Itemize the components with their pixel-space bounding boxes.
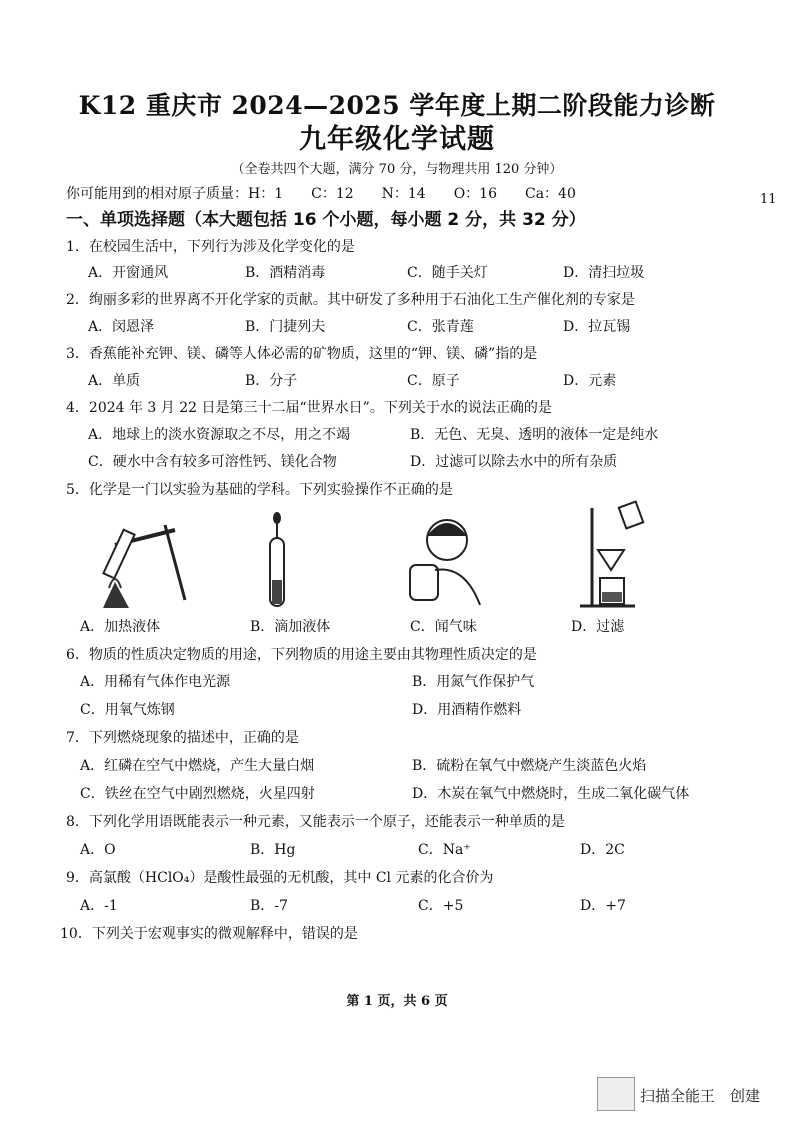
question-4-stem: 4．2024 年 3 月 22 日是第三十二届“世界水日”。下列关于水的说法正确的是 [66, 400, 552, 416]
question-7-stem: 7．下列燃烧现象的描述中，正确的是 [66, 730, 299, 746]
exam-note: （全卷共四个大题，满分 70 分，与物理共用 120 分钟） [231, 162, 563, 177]
q7-option-b: B．硫粉在氧气中燃烧产生淡蓝色火焰 [412, 758, 647, 774]
q4-option-a: A．地球上的淡水资源取之不尽，用之不竭 [88, 427, 351, 443]
q3-option-c: C．原子 [407, 373, 460, 389]
q5-option-c: C．闻气味 [410, 619, 477, 635]
page-footer: 第 1 页，共 6 页 [346, 994, 448, 1009]
q2-option-d: D．拉瓦锡 [563, 319, 631, 335]
question-6-stem: 6．物质的性质决定物质的用途，下列物质的用途主要由其物理性质决定的是 [66, 647, 537, 663]
q4-option-d: D．过滤可以除去水中的所有杂质 [410, 454, 618, 470]
q1-option-b: B．酒精消毒 [245, 265, 326, 281]
q8-option-d: D．2C [580, 842, 625, 858]
question-9-stem: 9．高氯酸（HClO₄）是酸性最强的无机酸，其中 Cl 元素的化合价为 [66, 870, 494, 886]
question-3-stem: 3．香蕉能补充钾、镁、磷等人体必需的矿物质，这里的“钾、镁、磷”指的是 [66, 346, 538, 362]
q9-option-d: D．+7 [580, 898, 626, 914]
dropping-liquid-image [262, 510, 292, 610]
atomic-masses: 你可能用到的相对原子质量：H：1 C：12 N：14 O：16 Ca：40 [66, 186, 576, 202]
q2-option-a: A．闵恩泽 [88, 319, 155, 335]
question-8-stem: 8．下列化学用语既能表示一种元素，又能表示一个原子，还能表示一种单质的是 [66, 814, 565, 830]
q5-option-a: A．加热液体 [80, 619, 161, 635]
q8-option-a: A．O [80, 842, 116, 858]
question-5-stem: 5．化学是一门以实验为基础的学科。下列实验操作不正确的是 [66, 482, 453, 498]
q7-option-d: D．木炭在氧气中燃烧时，生成二氧化碳气体 [412, 786, 690, 802]
q2-option-c: C．张青莲 [407, 319, 474, 335]
question-1-stem: 1．在校园生活中，下列行为涉及化学变化的是 [66, 239, 355, 255]
side-number: 11 [760, 192, 777, 207]
section-heading: 一、单项选择题（本大题包括 16 个小题，每小题 2 分，共 32 分） [66, 210, 586, 230]
q6-option-d: D．用酒精作燃料 [412, 702, 522, 718]
scanner-watermark: 扫描全能王 创建 [640, 1087, 761, 1105]
exam-title: K12 重庆市 2024—2025 学年度上期二阶段能力诊断 [78, 91, 716, 120]
q7-option-a: A．红磷在空气中燃烧，产生大量白烟 [80, 758, 315, 774]
scanner-logo-icon [597, 1077, 635, 1111]
q6-option-a: A．用稀有气体作电光源 [80, 674, 231, 690]
heating-liquid-image [95, 510, 195, 610]
q6-option-c: C．用氧气炼钢 [80, 702, 175, 718]
q6-option-b: B．用氮气作保护气 [412, 674, 535, 690]
q4-option-c: C．硬水中含有较多可溶性钙、镁化合物 [88, 454, 337, 470]
smelling-gas-image [405, 510, 485, 610]
q9-option-c: C．+5 [418, 898, 464, 914]
q8-option-c: C．Na⁺ [418, 842, 471, 858]
q5-option-b: B．滴加液体 [250, 619, 331, 635]
filtration-image [580, 498, 650, 610]
q3-option-b: B．分子 [245, 373, 298, 389]
question-2-stem: 2．绚丽多彩的世界离不开化学家的贡献。其中研发了多种用于石油化工生产催化剂的专家是 [66, 292, 635, 308]
q9-option-a: A．-1 [80, 898, 118, 914]
q9-option-b: B．-7 [250, 898, 288, 914]
q1-option-a: A．开窗通风 [88, 265, 169, 281]
exam-subtitle: 九年级化学试题 [299, 124, 495, 155]
q8-option-b: B．Hg [250, 842, 296, 858]
q7-option-c: C．铁丝在空气中剧烈燃烧，火星四射 [80, 786, 315, 802]
q3-option-a: A．单质 [88, 373, 141, 389]
q1-option-d: D．清扫垃圾 [563, 265, 645, 281]
q3-option-d: D．元素 [563, 373, 617, 389]
q2-option-b: B．门捷列夫 [245, 319, 326, 335]
question-10-stem: 10．下列关于宏观事实的微观解释中，错误的是 [60, 926, 358, 942]
q5-option-d: D．过滤 [571, 619, 625, 635]
q4-option-b: B．无色、无臭、透明的液体一定是纯水 [410, 427, 659, 443]
q1-option-c: C．随手关灯 [407, 265, 488, 281]
